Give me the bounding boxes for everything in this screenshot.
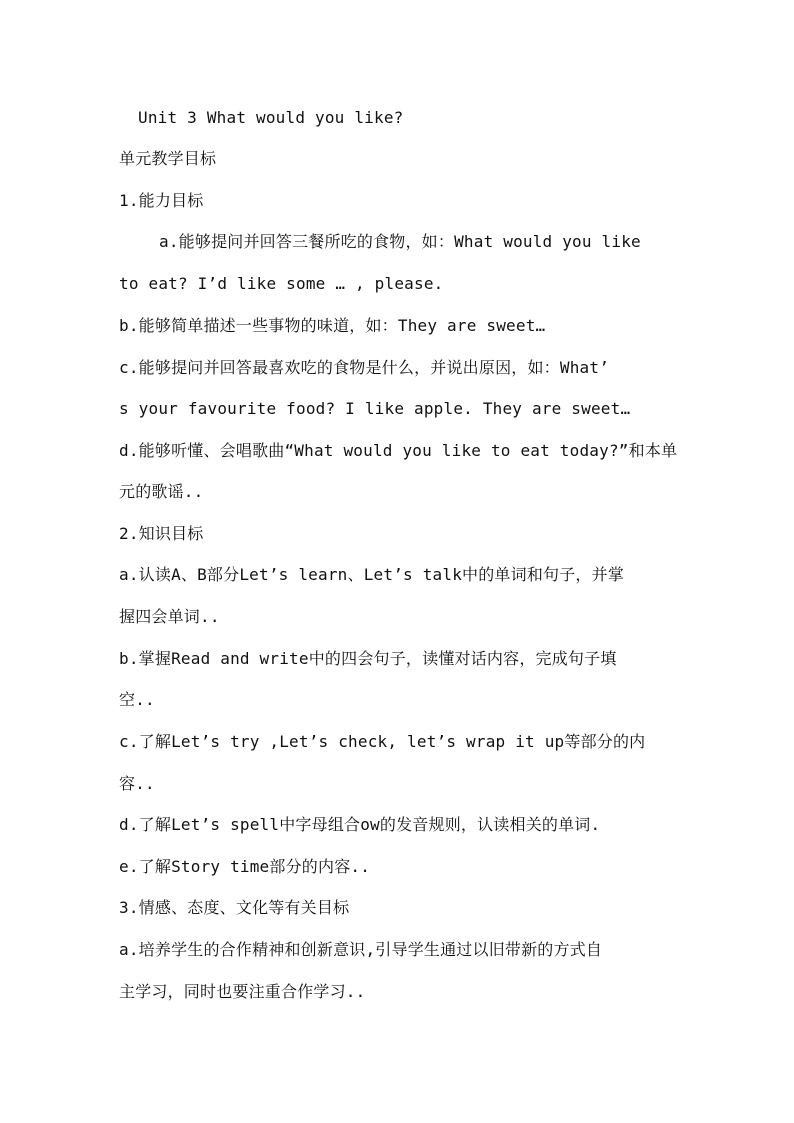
section-heading-ability: 1.能力目标 — [119, 191, 204, 210]
section-heading-knowledge: 2.知识目标 — [119, 524, 204, 543]
paragraph-line: b.掌握Read and write中的四会句子，读懂对话内容，完成句子填 — [119, 649, 617, 668]
paragraph-line: a.认读A、B部分Let’s learn、Let’s talk中的单词和句子，并掌 — [119, 565, 625, 584]
paragraph-line: d.能够听懂、会唱歌曲“What would you like to eat today?”和本单 — [119, 441, 678, 460]
paragraph-line: 容.. — [119, 774, 155, 793]
paragraph-line: b.能够简单描述一些事物的味道，如：They are sweet… — [119, 316, 546, 335]
paragraph-line: c.能够提问并回答最喜欢吃的食物是什么，并说出原因，如：What’ — [119, 358, 610, 377]
paragraph-line: 元的歌谣.. — [119, 482, 204, 501]
document-heading: 单元教学目标 — [119, 149, 217, 168]
paragraph-line: 握四会单词.. — [119, 607, 220, 626]
paragraph-line: d.了解Let’s spell中字母组合ow的发音规则，认读相关的单词. — [119, 815, 601, 834]
paragraph-line: e.了解Story time部分的内容.. — [119, 857, 371, 876]
section-heading-attitude: 3.情感、态度、文化等有关目标 — [119, 898, 350, 917]
paragraph-line: s your favourite food? I like apple. They are sweet… — [119, 399, 631, 418]
document-title: Unit 3 What would you like? — [138, 108, 404, 127]
paragraph-line: c.了解Let’s try ,Let’s check, let’s wrap it up等部分的内 — [119, 732, 646, 751]
paragraph-line: a.能够提问并回答三餐所吃的食物，如：What would you like — [159, 232, 641, 251]
paragraph-line: to eat? I’d like some … , please. — [119, 274, 444, 293]
paragraph-line: a.培养学生的合作精神和创新意识,引导学生通过以旧带新的方式自 — [119, 940, 603, 959]
paragraph-line: 主学习，同时也要注重合作学习.. — [119, 982, 366, 1001]
paragraph-line: 空.. — [119, 690, 155, 709]
